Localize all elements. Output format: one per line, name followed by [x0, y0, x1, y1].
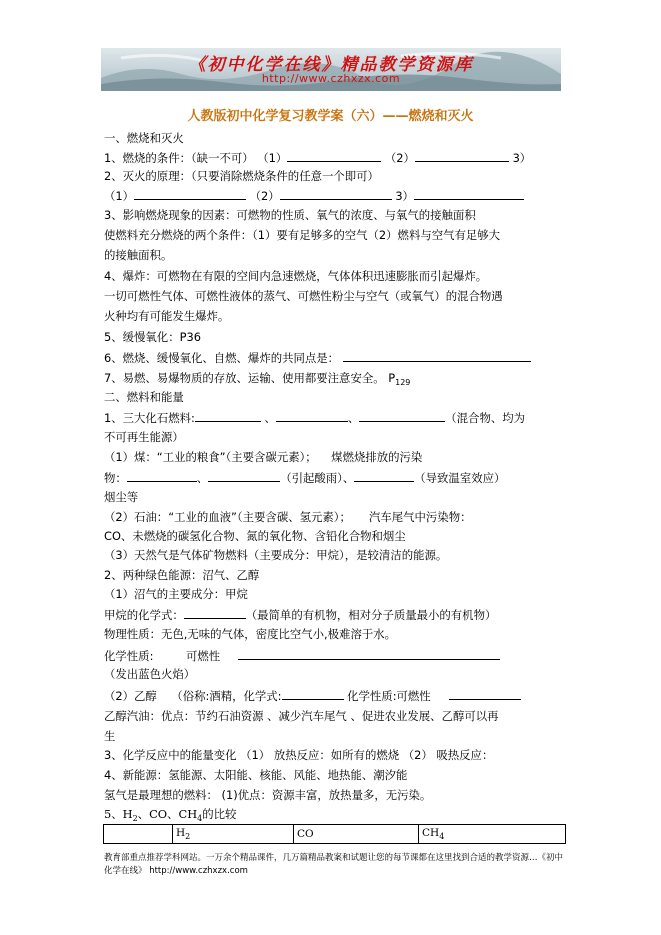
text-line: 不可再生能源） [104, 430, 184, 444]
text-line: 氢气是最理想的燃料： (1)优点：资源丰富，放热量多，无污染。 [104, 788, 432, 802]
comparison-table [103, 824, 566, 844]
text-line: 7、易燃、易爆物质的存放、运输、使用都要注意安全。 $P_{129}$ [104, 371, 411, 387]
section-heading-2: 二、燃料和能量 [104, 390, 184, 404]
text-line: 5、缓慢氧化：P36 [104, 330, 201, 344]
text-line: 使燃料充分燃烧的两个条件：（1）要有足够多的空气（2）燃料与空气有足够大 [104, 228, 501, 242]
text-line: 1、三大化石燃料: 、 、 （混合物、均为 [104, 411, 526, 425]
text-line: 物理性质：无色,无味的气体，密度比空气小,极难溶于水。 [104, 627, 397, 641]
table-header-h2: $H_2$ [173, 825, 294, 844]
text-line: 化学性质: 可燃性 [104, 648, 500, 664]
text-line: 一切可燃性气体、可燃性液体的蒸气、可燃性粉尘与空气（或氧气）的混合物遇 [104, 289, 503, 303]
text-line: 火种均有可能发生爆炸。 [104, 309, 230, 323]
text-line: 生 [104, 729, 116, 743]
text-line: 1、燃烧的条件：（缺一不可） （1） （2） 3） [104, 151, 532, 165]
text-line: 4、新能源：氢能源、太阳能、核能、风能、地热能、潮汐能 [104, 768, 408, 782]
text-line: （2）乙醇 （俗称:酒精，化学式: 化学性质:可燃性 [104, 688, 521, 704]
text-line: 物： 、 （引起酸雨）、 （导致温室效应） [104, 471, 506, 485]
text-line: 5、$H_2$、CO、$CH_4$的比较 [104, 807, 237, 823]
text-line: （3）天然气是气体矿物燃料（主要成分：甲烷），是较清洁的能源。 [104, 548, 448, 562]
text-line: 6、燃烧、缓慢氧化、自燃、爆炸的共同点是： [104, 350, 531, 366]
banner-url[interactable]: http://www.czhxzx.com [261, 72, 401, 85]
text-line: （发出蓝色火焰） [104, 667, 196, 681]
header-banner [101, 48, 561, 91]
table-cell-empty [104, 825, 173, 844]
banner-title: 《初中化学在线》精品教学资源库 [188, 55, 474, 75]
text-line: 的接触面积。 [104, 248, 173, 262]
text-line: CO、未燃烧的碳氢化合物、氮的氧化物、含铅化合物和烟尘 [104, 529, 406, 543]
text-line: （2）石油：“工业的血液”（主要含碳、氢元素）； 汽车尾气中污染物： [104, 510, 472, 524]
table-row [104, 825, 566, 844]
section-heading-1: 一、燃烧和灭火 [104, 131, 184, 145]
text-line: 乙醇汽油：优点：节约石油资源 、减少汽车尾气 、促进农业发展、乙醇可以再 [104, 709, 499, 723]
text-line: （1） （2） 3） [104, 188, 524, 204]
text-line: （1）煤：“工业的粮食”（主要含碳元素）； 煤燃烧排放的污染 [104, 450, 423, 464]
text-line: 3、化学反应中的能量变化 （1） 放热反应：如所有的燃烧 （2） 吸热反应： [104, 748, 494, 762]
text-line: 4、爆炸：可燃物在有限的空间内急速燃烧，气体体积迅速膨胀而引起爆炸。 [104, 269, 488, 283]
text-line: （1）沼气的主要成分：甲烷 [104, 587, 248, 601]
table-header-ch4: $CH_4$ [419, 825, 566, 844]
footer-note: 教育部重点推荐学科网站。一万余个精品课件，几万篇精品教案和试题让您的每节课都在这里找到合适的教学资源…《初中化学在线》 http://www.czhxzx.com [104, 853, 564, 876]
document-title: 人教版初中化学复习教学案（六）——燃烧和灭火 [187, 109, 474, 124]
text-line: 甲烷的化学式： （最简单的有机物，相对分子质量最小的有机物） [104, 608, 497, 622]
text-line: 3、影响燃烧现象的因素：可燃物的性质、氧气的浓度、与氧气的接触面积 [104, 208, 476, 222]
text-line: 2、灭火的原理：（只要消除燃烧条件的任意一个即可） [104, 169, 379, 183]
table-header-co: CO [294, 825, 419, 844]
text-line: 2、两种绿色能源：沼气、乙醇 [104, 568, 260, 582]
text-line: 烟尘等 [104, 490, 139, 504]
